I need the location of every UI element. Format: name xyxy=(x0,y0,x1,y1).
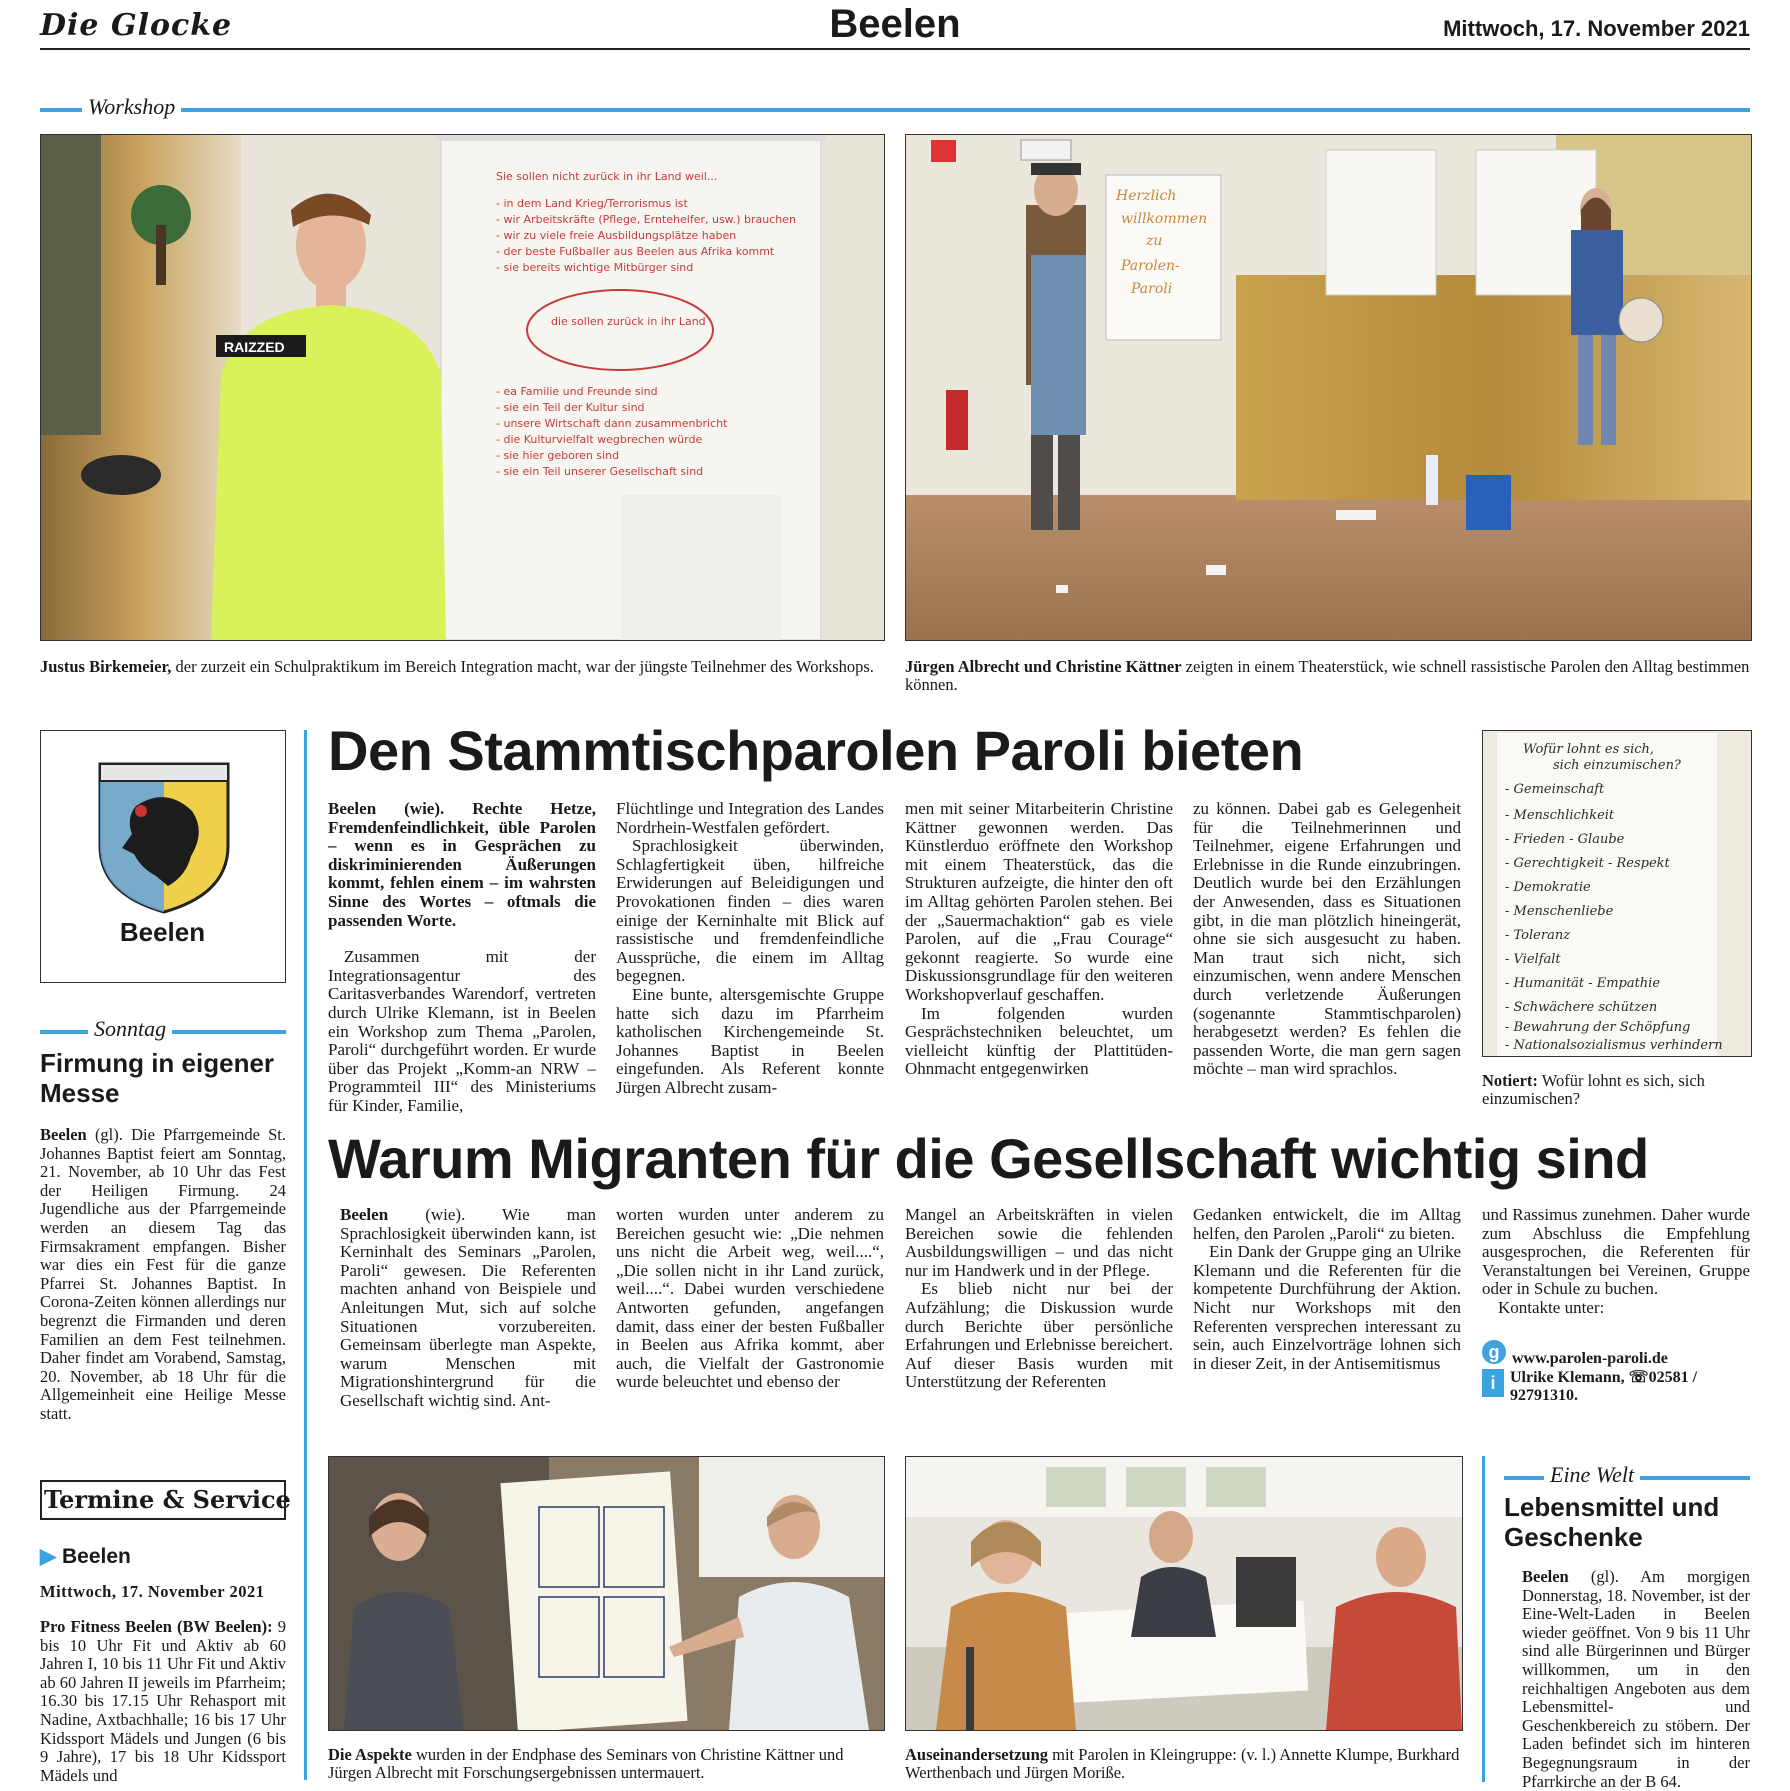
photo-theater-caption xyxy=(905,658,1750,694)
section-title: Beelen xyxy=(829,2,961,46)
masthead-rule xyxy=(40,48,1750,50)
svg-text:- der beste Fußballer aus Beel: - der beste Fußballer aus Beelen aus Afrika kommt xyxy=(496,245,775,258)
newspaper-logo: Die Glocke xyxy=(40,8,233,43)
svg-text:- sie ein Teil unserer Gesells: - sie ein Teil unserer Gesellschaft sind xyxy=(496,465,704,478)
photo-theater xyxy=(905,134,1752,641)
article2-paragraph: Kontakte unter: xyxy=(1498,1297,1605,1317)
article2-paragraph: worten wurden unter anderem zu Bereichen gesucht wie: „Die nehmen uns nicht die Arbeit weg, weil....“, „Die sollen nicht in ihr Land zurück, weil....“. Dabei wurden verschiedene Antworten gefunden, angefangen damit, dass einer der besten Fußballer in Beelen aus Afrika kommt, aber auch, die Vielfalt der Gastronomie wurde beleuchtet und ebenso der xyxy=(616,1205,884,1392)
article2-paragraph: Es blieb nicht nur bei der Aufzählung; die Diskussion wurde durch Berichte über persönliche Erfahrungen und Erlebnisse bereichert. Auf dieser Basis wurden mit Unterstützung der Referenten xyxy=(905,1279,1173,1392)
article1-column-1 xyxy=(328,800,596,1116)
termine-place xyxy=(40,1544,131,1569)
article2-column-4 xyxy=(1193,1206,1461,1373)
sonntag-kicker xyxy=(40,1016,286,1041)
kicker-text: Eine Welt xyxy=(1544,1462,1640,1488)
article2-text: (wie). Wie man Sprachlosigkeit überwinden kann, ist Kerninhalt des Seminars „Parolen, Paroli“ gewesen. Die Referenten machten anhand von Beispiele und Anleitungen Mut, sich auf solche Situationen vorzubereiten. Gemeinsam überlegte man Aspekte, warum Menschen mit Migrationshintergrund für die Gesellschaft wichtig sind. Ant- xyxy=(340,1205,596,1410)
article1-paragraph: Im folgenden wurden Gesprächstechniken beleuchtet, um vielleicht künftig der Plattitüden-Ohnmacht entgegenwirken xyxy=(905,1003,1173,1079)
photo-aspekte-image xyxy=(329,1457,884,1730)
svg-text:- sie ein Teil der Kultur sind: - sie ein Teil der Kultur sind xyxy=(496,401,645,414)
caption-name: Notiert: xyxy=(1482,1071,1538,1090)
web-link[interactable]: www.parolen-paroli.de xyxy=(1512,1350,1668,1367)
column-divider-left xyxy=(304,730,307,1780)
article1-paragraph: zu können. Dabei gab es Gelegenheit für die Teilnehmerinnen und Teilnehmer, eigene Erfahrungen und Erlebnisse in die Runde einzubringen. Deutlich wurde bei den Erzählungen der Anwesenden, dass es Situationen gibt, in die man plötzlich hineingerät, ohne sie sich ausgesucht zu haben. Man traut sich nicht, sich einzumischen, wenn andere Menschen durch verletzende Äußerungen (sogenannte Stammtischparolen) herabgesetzt werden? Es fehlen die passenden Worte, die man gern sagen möchte – man wird sprachlos. xyxy=(1193,799,1461,1079)
caption-name: Auseinandersetzung xyxy=(905,1745,1049,1764)
eine-welt-kicker xyxy=(1504,1462,1750,1487)
caption-name: Jürgen Albrecht und Christine Kättner xyxy=(905,657,1182,676)
article2-lead: Beelen xyxy=(340,1205,389,1224)
sidebar-headline: Firmung in eigener Messe xyxy=(40,1048,275,1108)
svg-text:- Humanität - Empathie: - Humanität - Empathie xyxy=(1505,976,1661,991)
photo-justus xyxy=(40,134,885,641)
svg-text:- Toleranz: - Toleranz xyxy=(1505,928,1571,943)
svg-text:Herzlich: Herzlich xyxy=(1116,188,1177,204)
termine-box xyxy=(40,1480,291,1520)
kicker-text: Sonntag xyxy=(88,1016,172,1042)
photo-kleingruppe-caption xyxy=(905,1746,1461,1782)
article2-headline: Warum Migranten für die Gesellschaft wichtig sind xyxy=(328,1127,1649,1190)
article2-paragraph: Gedanken entwickelt, die im Alltag helfen, den Parolen „Paroli“ zu bieten. xyxy=(1193,1205,1461,1243)
svg-text:- Nationalsozialismus verhinde: - Nationalsozialismus verhindern xyxy=(1505,1038,1723,1053)
svg-text:- Gemeinschaft: - Gemeinschaft xyxy=(1505,782,1605,797)
crest-box xyxy=(40,730,286,983)
svg-text:- in dem Land Krieg/Terrorismu: - in dem Land Krieg/Terrorismus ist xyxy=(496,197,688,210)
caption-text: wurden in der Endphase des Seminars von Christine Kättner und Jürgen Albrecht mit Forschungsergebnissen untermauert. xyxy=(328,1745,844,1782)
photo-justus-image xyxy=(41,135,884,640)
article2-column-5 xyxy=(1482,1206,1750,1318)
article1-column-3 xyxy=(905,800,1173,1079)
termine-entry-text: 9 bis 10 Uhr Fit und Aktiv ab 60 Jahren I, 10 bis 11 Uhr Fit und Aktiv ab 60 Jahren II jeweils im Pfarrheim; 16.30 bis 17.15 Uhr Rehasport mit Nadine, Axtbachhalle; 16 bis 17 Uhr Kidssport Mädels und Jungen (6 bis 9 Jahre), 17 bis 18 Uhr Kidssport Mädels und xyxy=(40,1617,286,1785)
eine-welt-text xyxy=(1522,1568,1750,1791)
article2-paragraph: Mangel an Arbeitskräften in vielen Bereichen sowie die fehlenden Ausbildungswilligen – und das nicht nur im Handwerk und in der Pflege. xyxy=(905,1205,1173,1280)
termine-date: Mittwoch, 17. November 2021 xyxy=(40,1582,265,1601)
article2-paragraph: und Rassimus zunehmen. Daher wurde zum Abschluss die Empfehlung ausgesprochen, die Referenten für Veranstaltungen bei Vereinen, Gruppe oder in Schule zu buchen. xyxy=(1482,1205,1750,1299)
article2-paragraph: Ein Dank der Gruppe ging an Ulrike Klemann und die Referenten für die kompetente Durchführung der Aktion. Nicht nur Workshops mit den Referenten versprechen interessant zu sein, auch Einzelvorträge lohnen sich in dieser Zeit, in der Antisemitismus xyxy=(1193,1242,1461,1373)
article1-lead: Beelen (wie). Rechte Hetze, Fremdenfeindlichkeit, üble Parolen – wenn es in Gesprächen zu diskriminierenden Äußerungen kommt, fehlen einem – im wahrsten Sinne des Wortes – oftmals die passenden Worte. xyxy=(328,799,596,930)
caption-text: zeigten in einem Theaterstück, wie schnell rassistische Parolen den Alltag bestimmen können. xyxy=(905,657,1750,694)
article1-paragraph: men mit seiner Mitarbeiterin Christine Kättner gewonnen werden. Das Künstlerduo eröffnete den Workshop mit einem Theaterstück, das die Strukturen aufzeigte, die hinter den oft im Alltag gehörten Parolen stehen. Bei der „Sauermachaktion“ gab es viele Parolen, auf die „Frau Courage“ gekonnt reagierte. So wurde eine Diskussionsgrundlage für den weiteren Workshopverlauf geschaffen. xyxy=(905,799,1173,1004)
svg-text:- Frieden - Glaube: - Frieden - Glaube xyxy=(1505,832,1625,847)
article2-column-3 xyxy=(905,1206,1173,1392)
svg-text:- ea Familie und Freunde sind: - ea Familie und Freunde sind xyxy=(496,385,658,398)
article1-paragraph: Flüchtlinge und Integration des Landes Nordrhein-Westfalen gefördert. xyxy=(616,799,884,837)
article1-column-2 xyxy=(616,800,884,1098)
caption-name: Justus Birkemeier, xyxy=(40,657,172,676)
svg-text:- wir zu viele freie Ausbildun: - wir zu viele freie Ausbildungsplätze haben xyxy=(496,229,737,242)
contact-text: Ulrike Klemann, ☏02581 / 92791310. xyxy=(1510,1368,1698,1405)
termine-entry-title: Pro Fitness Beelen (BW Beelen): xyxy=(40,1617,273,1636)
article1-paragraph: Sprachlosigkeit überwinden, Schlagfertigkeit üben, hilfreiche Erwiderungen auf Beleidigungen und Provokationen finden – dies waren einige der Kerninhalte mit Blick auf rassistische und fremdenfeindliche Aussprüche, die einem im Alltag begegnen. xyxy=(616,836,884,986)
photo-aspekte xyxy=(328,1456,885,1731)
column-divider-right xyxy=(1482,1456,1485,1782)
svg-text:zu: zu xyxy=(1146,233,1163,249)
caption-text: der zurzeit ein Schulpraktikum im Bereich Integration macht, war der jüngste Teilnehmer des Workshops. xyxy=(171,657,874,676)
photo-theater-image xyxy=(906,135,1751,640)
svg-text:- Bewahrung der Schöpfung: - Bewahrung der Schöpfung xyxy=(1505,1020,1691,1035)
crest-label: Beelen xyxy=(119,917,206,947)
globe-icon: g xyxy=(1482,1340,1506,1364)
svg-text:- Vielfalt: - Vielfalt xyxy=(1505,952,1561,967)
svg-text:- Menschlichkeit: - Menschlichkeit xyxy=(1505,808,1615,823)
sidebar-text-lead: Beelen xyxy=(40,1125,87,1144)
svg-text:- Menschenliebe: - Menschenliebe xyxy=(1505,904,1614,919)
beelen-coat-of-arms-icon xyxy=(96,756,232,914)
svg-text:- sie hier geboren sind: - sie hier geboren sind xyxy=(496,449,620,462)
shirt-logo: RAIZZED xyxy=(224,339,285,355)
issue-date: Mittwoch, 17. November 2021 xyxy=(1443,16,1750,41)
svg-text:- unsere Wirtschaft dann zusam: - unsere Wirtschaft dann zusammenbricht xyxy=(496,417,728,430)
eine-welt-text-lead: Beelen xyxy=(1522,1567,1569,1586)
article1-column-4 xyxy=(1193,800,1461,1079)
photo-kleingruppe xyxy=(905,1456,1463,1731)
caption-text: Wofür lohnt es sich, sich einzumischen? xyxy=(1482,1071,1705,1108)
termine-place-text: Beelen xyxy=(62,1545,131,1568)
article1-paragraph: Zusammen mit der Integrationsagentur des Caritasverbandes Warendorf, vertreten durch Ulrike Klemann, ist in Beelen ein Workshop zum Thema „Parolen, Paroli“ durchgeführt worden. Er wurde über das Projekt „Komm-an NRW – Programmteil III“ des Ministeriums für Kinder, Familie, xyxy=(328,947,596,1115)
article1-paragraph: Eine bunte, altersgemischte Gruppe hatte sich dazu im Pfarrheim katholischen Kirchengemeinde St. Johannes Baptist in Beelen eingefunden. Als Referent konnte Jürgen Albrecht zusam- xyxy=(616,984,884,1097)
svg-text:sich einzumischen?: sich einzumischen? xyxy=(1553,758,1681,773)
caption-text: mit Parolen in Kleingruppe: (v. l.) Annette Klumpe, Burkhard Werthenbach und Jürgen Moriße. xyxy=(905,1745,1460,1782)
svg-text:- die Kulturvielfalt wegbreche: - die Kulturvielfalt wegbrechen würde xyxy=(496,433,703,446)
svg-text:Parolen-: Parolen- xyxy=(1121,258,1180,274)
svg-text:- sie bereits wichtige Mitbürg: - sie bereits wichtige Mitbürger sind xyxy=(496,261,694,274)
svg-text:- Gerechtigkeit - Respekt: - Gerechtigkeit - Respekt xyxy=(1505,856,1670,871)
article2-column-1 xyxy=(340,1206,596,1411)
svg-text:- Schwächere schützen: - Schwächere schützen xyxy=(1505,1000,1658,1015)
article2-paragraph xyxy=(340,1206,596,1411)
svg-text:willkommen: willkommen xyxy=(1121,211,1208,227)
photo-aspekte-caption xyxy=(328,1746,883,1782)
photo-kleingruppe-image xyxy=(906,1457,1462,1730)
svg-text:Sie sollen nicht zurück in ihr: Sie sollen nicht zurück in ihr Land weil... xyxy=(496,170,718,183)
contact-block xyxy=(1482,1336,1750,1406)
termine-entry xyxy=(40,1618,286,1785)
triangle-right-icon: ▶ xyxy=(40,1545,57,1568)
web-row xyxy=(1482,1336,1750,1369)
svg-text:Paroli: Paroli xyxy=(1131,281,1173,297)
svg-text:Wofür lohnt es sich,: Wofür lohnt es sich, xyxy=(1523,742,1655,757)
termine-title: Termine & Service xyxy=(44,1485,291,1514)
eine-welt-text-body: (gl). Am morgigen Donnerstag, 18. November, ist der Eine-Welt-Laden in Beelen wieder geöffnet. Von 9 bis 11 Uhr sind alle Bürgerinnen und Bürger willkommen, um in den reichhaltigen Angeboten aus dem Lebensmittel- und Geschenkbereich zu stöbern. Der Laden befindet sich im hinteren Begegnungsraum in der Pfarrkirche an der B 64. xyxy=(1522,1567,1750,1791)
workshop-kicker xyxy=(40,94,1750,119)
svg-text:- wir Arbeitskräfte (Pflege, E: - wir Arbeitskräfte (Pflege, Erntehelfer, usw.) brauchen xyxy=(496,213,796,226)
article2-column-2 xyxy=(616,1206,884,1392)
sidebar-text xyxy=(40,1126,286,1424)
sidebar-text-body: (gl). Die Pfarrgemeinde St. Johannes Baptist feiert am Sonntag, 21. November, ab 10 Uhr das Fest der Heiligen Firmung. 24 Jugendliche aus der Pfarrgemeinde werden an diesem Tag das Firmsakrament empfangen. Bisher war dies ein Fest für die ganze Pfarrei St. Johannes Baptist. In Corona-Zeiten können allerdings nur begrenzt die Firmanden und deren Familien an dem Fest teilnehmen. Daher findet am Vorabend, Samstag, 20. November, ab 18 Uhr für die Allgemeinheit eine Heilige Messe statt. xyxy=(40,1125,286,1423)
photo-notes xyxy=(1482,730,1752,1057)
kicker-line xyxy=(40,108,1750,112)
photo-notes-image xyxy=(1483,731,1751,1056)
svg-text:die sollen zurück in ihr Land: die sollen zurück in ihr Land xyxy=(551,315,706,328)
contact-row xyxy=(1482,1369,1750,1406)
svg-text:- Demokratie: - Demokratie xyxy=(1505,880,1591,895)
kicker-text: Workshop xyxy=(82,94,181,120)
photo-justus-caption xyxy=(40,658,883,676)
photo-notes-caption xyxy=(1482,1072,1750,1108)
caption-name: Die Aspekte xyxy=(328,1745,412,1764)
eine-welt-headline: Lebensmittel und Geschenke xyxy=(1504,1492,1720,1552)
article1-headline: Den Stammtischparolen Paroli bieten xyxy=(328,719,1304,782)
info-icon: i xyxy=(1482,1369,1504,1397)
